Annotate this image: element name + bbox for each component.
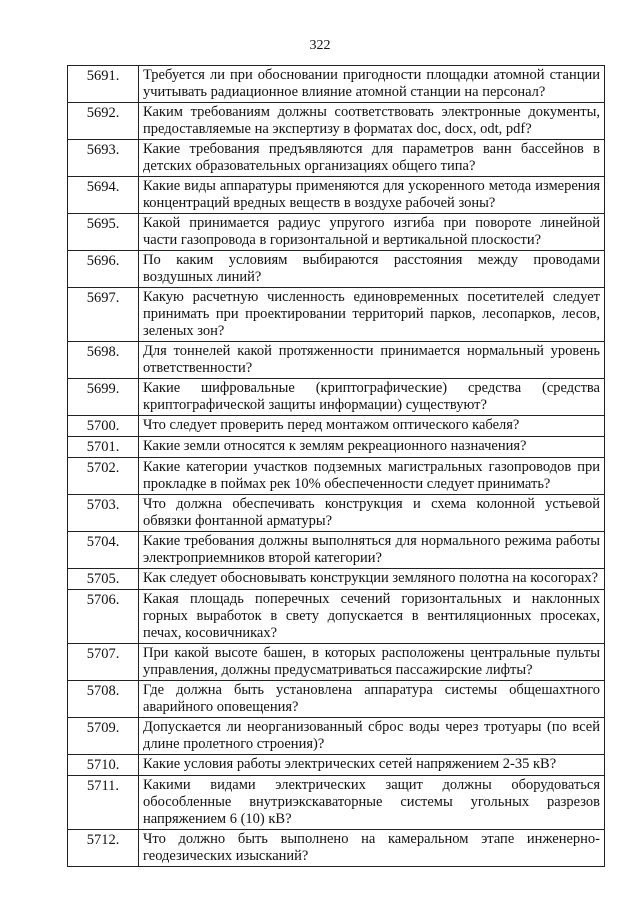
question-text: Какие земли относятся к землям рекреационного назначения? xyxy=(139,437,605,458)
table-row xyxy=(68,251,605,288)
question-text: Какие условия работы электрических сетей напряжением 2-35 кВ? xyxy=(139,755,605,776)
question-text: Как следует обосновывать конструкции земляного полотна на косогорах? xyxy=(139,569,605,590)
question-number: 5698. xyxy=(68,342,139,379)
question-number: 5697. xyxy=(68,288,139,342)
table-row xyxy=(68,416,605,437)
question-number: 5699. xyxy=(68,379,139,416)
question-number: 5706. xyxy=(68,590,139,644)
table-row xyxy=(68,437,605,458)
question-number: 5693. xyxy=(68,140,139,177)
question-text: Какие виды аппаратуры применяются для ускоренного метода измерения концентраций вредных веществ в воздухе рабочей зоны? xyxy=(139,177,605,214)
table-row xyxy=(68,532,605,569)
question-number: 5708. xyxy=(68,681,139,718)
table-row xyxy=(68,342,605,379)
table-row xyxy=(68,177,605,214)
question-number: 5695. xyxy=(68,214,139,251)
question-number: 5705. xyxy=(68,569,139,590)
question-text: Какой принимается радиус упругого изгиба при повороте линейной части газопровода в горизонтальной и вертикальной плоскости? xyxy=(139,214,605,251)
question-text: Какие категории участков подземных магистральных газопроводов при прокладке в поймах рек 10% обеспеченности следует принимать? xyxy=(139,458,605,495)
question-text: Какие требования предъявляются для параметров ванн бассейнов в детских образовательных организациях общего типа? xyxy=(139,140,605,177)
question-number: 5711. xyxy=(68,776,139,830)
question-number: 5710. xyxy=(68,755,139,776)
question-number: 5707. xyxy=(68,644,139,681)
question-text: Требуется ли при обосновании пригодности площадки атомной станции учитывать радиационное влияние атомной станции на персонал? xyxy=(139,66,605,103)
page-number: 322 xyxy=(309,38,331,53)
question-text: Какая площадь поперечных сечений горизонтальных и наклонных горных выработок в свету допускается в вентиляционных просеках, печах, косовичниках? xyxy=(139,590,605,644)
question-number: 5700. xyxy=(68,416,139,437)
question-text: По каким условиям выбираются расстояния между проводами воздушных линий? xyxy=(139,251,605,288)
questions-table xyxy=(67,65,605,867)
question-text: Какими видами электрических защит должны оборудоваться обособленные внутриэкскаваторные системы угольных разрезов напряжением 6 (10) кВ? xyxy=(139,776,605,830)
question-number: 5692. xyxy=(68,103,139,140)
question-text: Каким требованиям должны соответствовать электронные документы, предоставляемые на экспертизу в форматах doc, docx, odt, pdf? xyxy=(139,103,605,140)
question-text: Какие требования должны выполняться для нормального режима работы электроприемников второй категории? xyxy=(139,532,605,569)
table-row xyxy=(68,830,605,867)
question-number: 5691. xyxy=(68,66,139,103)
table-row xyxy=(68,569,605,590)
question-number: 5712. xyxy=(68,830,139,867)
table-row xyxy=(68,718,605,755)
table-row xyxy=(68,681,605,718)
table-row xyxy=(68,458,605,495)
question-text: Какие шифровальные (криптографические) средства (средства криптографической защиты информации) существуют? xyxy=(139,379,605,416)
table-row xyxy=(68,140,605,177)
questions-table-body xyxy=(68,66,605,867)
question-number: 5701. xyxy=(68,437,139,458)
table-row xyxy=(68,644,605,681)
table-row xyxy=(68,103,605,140)
table-row xyxy=(68,776,605,830)
question-number: 5709. xyxy=(68,718,139,755)
question-text: Что должна обеспечивать конструкция и схема колонной устьевой обвязки фонтанной арматуры? xyxy=(139,495,605,532)
question-text: Допускается ли неорганизованный сброс воды через тротуары (по всей длине пролетного строения)? xyxy=(139,718,605,755)
question-text: Что должно быть выполнено на камеральном этапе инженерно-геодезических изысканий? xyxy=(139,830,605,867)
question-number: 5694. xyxy=(68,177,139,214)
table-row xyxy=(68,590,605,644)
question-text: Что следует проверить перед монтажом оптического кабеля? xyxy=(139,416,605,437)
question-number: 5702. xyxy=(68,458,139,495)
question-number: 5696. xyxy=(68,251,139,288)
table-row xyxy=(68,379,605,416)
question-text: Где должна быть установлена аппаратура системы общешахтного аварийного оповещения? xyxy=(139,681,605,718)
question-number: 5704. xyxy=(68,532,139,569)
table-row xyxy=(68,66,605,103)
table-row xyxy=(68,288,605,342)
question-number: 5703. xyxy=(68,495,139,532)
question-text: При какой высоте башен, в которых расположены центральные пульты управления, должны предусматриваться пассажирские лифты? xyxy=(139,644,605,681)
table-row xyxy=(68,755,605,776)
table-row xyxy=(68,495,605,532)
question-text: Какую расчетную численность единовременных посетителей следует принимать при проектировании территорий парков, лесопарков, лесов, зеленых зон? xyxy=(139,288,605,342)
table-row xyxy=(68,214,605,251)
question-text: Для тоннелей какой протяженности принимается нормальный уровень ответственности? xyxy=(139,342,605,379)
